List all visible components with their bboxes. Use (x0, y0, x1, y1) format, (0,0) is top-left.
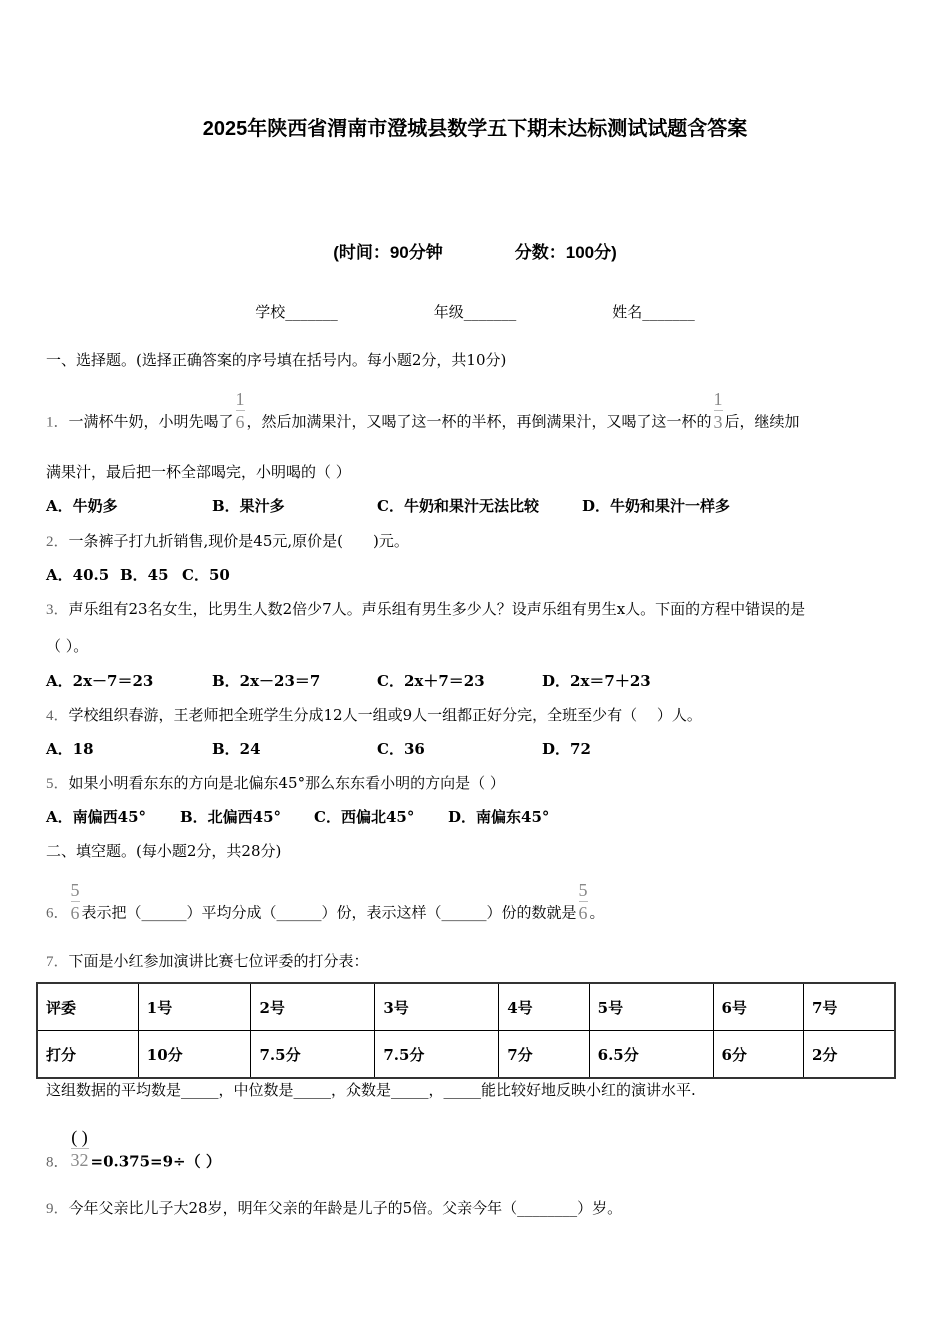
question-number: 3． (46, 602, 69, 618)
score-table (36, 982, 896, 1079)
question-number: 9． (46, 1201, 69, 1217)
numerator: 1 (235, 389, 245, 409)
question-text: 表示把（______）平均分成（______）份，表示这样（______）份的数就是 (81, 903, 577, 922)
section1-heading: 一、选择题。(选择正确答案的序号填在括号内。每小题2分，共10分) (46, 351, 507, 369)
school-field: 学校_______ (255, 303, 338, 321)
option-d: D．南偏东45° (448, 808, 550, 826)
question-text: 后，继续加 (724, 412, 800, 431)
fraction (236, 388, 245, 433)
option-d: D．2x＝7＋23 (542, 672, 651, 690)
fraction (714, 388, 723, 433)
question-text: 学校组织春游，王老师把全班学生分成12人一组或9人一组都正好分完，全班至少有（ ）人。 (68, 706, 702, 724)
question-5-options (46, 807, 549, 827)
option-c: C．牛奶和果汁无法比较 (377, 497, 539, 515)
fraction (71, 879, 80, 924)
option-a: A．2x－7＝23 (46, 672, 154, 690)
section2-heading: 二、填空题。(每小题2分，共28分) (46, 842, 282, 860)
numerator: ( ) (71, 1127, 88, 1147)
question-number: 4． (46, 708, 69, 724)
question-7 (46, 951, 369, 972)
numerator: 5 (578, 880, 588, 900)
table-cell: 2号 (251, 983, 375, 1031)
question-5 (46, 773, 505, 794)
option-b: B．果汁多 (212, 497, 285, 515)
option-b: B．2x－23＝7 (212, 672, 321, 690)
table-cell: 7.5分 (251, 1031, 375, 1079)
option-d: D．牛奶和果汁一样多 (582, 497, 731, 515)
total-score: 分数：100分) (514, 243, 617, 262)
denominator: 32 (70, 1150, 89, 1170)
question-2 (46, 531, 409, 552)
table-cell: 6.5分 (589, 1031, 713, 1079)
option-a: A．牛奶多 (46, 497, 118, 515)
question-text: 如果小明看东东的方向是北偏东45°那么东东看小明的方向是（ ） (68, 774, 505, 792)
fraction (71, 1126, 89, 1171)
option-c: C．2x＋7＝23 (377, 672, 485, 690)
exam-meta (0, 238, 950, 263)
option-c: C．36 (377, 740, 425, 758)
question-text: =0.375=9÷（ ） (90, 1152, 221, 1171)
table-cell: 10分 (138, 1031, 251, 1079)
question-text: 。 (589, 903, 605, 922)
question-text: 一满杯牛奶，小明先喝了 (68, 412, 234, 431)
question-text: 一条裤子打九折销售,现价是45元,原价是( )元。 (68, 532, 409, 550)
option-d: D．72 (542, 740, 591, 758)
option-c: C．50 (182, 566, 230, 584)
question-7-blanks: 这组数据的平均数是_____，中位数是_____，众数是_____，_____能比较好地反映小红的演讲水平. (46, 1081, 696, 1099)
table-row (37, 1031, 895, 1079)
time-limit: (时间：90分钟 (333, 243, 443, 262)
option-a: A．18 (46, 740, 94, 758)
table-cell: 2分 (803, 1031, 895, 1079)
question-number: 6． (46, 905, 69, 922)
question-text: ，然后加满果汁，又喝了这一杯的半杯，再倒满果汁，又喝了这一杯的 (246, 412, 712, 431)
fraction (579, 879, 588, 924)
option-b: B．45 (120, 566, 169, 584)
denominator: 3 (713, 412, 723, 432)
option-b: B．24 (212, 740, 261, 758)
question-9 (46, 1198, 622, 1219)
question-number: 7． (46, 954, 69, 970)
question-text: 今年父亲比儿子大28岁，明年父亲的年龄是儿子的5倍。父亲今年（________）岁。 (68, 1199, 623, 1217)
page-title: 2025年陕西省渭南市澄城县数学五下期末达标测试试题含答案 (202, 118, 748, 140)
question-3 (46, 599, 805, 620)
question-number: 8． (46, 1154, 69, 1171)
question-1-options (46, 496, 730, 516)
question-1-cont: 满果汁，最后把一杯全部喝完，小明喝的（ ） (46, 463, 351, 481)
question-6 (46, 880, 605, 936)
question-3-cont: （ ）。 (46, 637, 89, 655)
table-cell: 评委 (37, 983, 138, 1031)
table-cell: 7分 (499, 1031, 589, 1079)
question-text: 下面是小红参加演讲比赛七位评委的打分表： (68, 952, 369, 970)
name-field: 姓名_______ (612, 303, 695, 321)
question-3-options (46, 671, 651, 691)
question-1 (46, 389, 800, 445)
option-c: C．西偏北45° (314, 808, 415, 826)
grade-field: 年级_______ (433, 303, 517, 321)
table-cell: 4号 (499, 983, 589, 1031)
denominator: 6 (235, 412, 245, 432)
question-2-options (46, 565, 230, 585)
table-cell: 7号 (803, 983, 895, 1031)
question-4 (46, 705, 702, 726)
option-b: B．北偏西45° (180, 808, 282, 826)
question-text: 声乐组有23名女生，比男生人数2倍少7人。声乐组有男生多少人？设声乐组有男生x人。下面的方程中错误的是 (68, 600, 806, 618)
denominator: 6 (70, 903, 80, 923)
question-8 (46, 1127, 221, 1185)
table-cell: 1号 (138, 983, 251, 1031)
table-cell: 7.5分 (375, 1031, 499, 1079)
table-cell: 3号 (375, 983, 499, 1031)
table-row (37, 983, 895, 1031)
table-cell: 打分 (37, 1031, 138, 1079)
option-a: A．40.5 (46, 566, 110, 584)
numerator: 1 (713, 389, 723, 409)
table-cell: 5号 (589, 983, 713, 1031)
question-number: 1． (46, 414, 69, 431)
denominator: 6 (578, 903, 588, 923)
numerator: 5 (70, 880, 80, 900)
table-cell: 6分 (713, 1031, 803, 1079)
option-a: A．南偏西45° (46, 808, 147, 826)
question-4-options (46, 739, 591, 759)
table-cell: 6号 (713, 983, 803, 1031)
student-info (0, 301, 950, 322)
question-number: 5． (46, 776, 69, 792)
question-number: 2． (46, 534, 69, 550)
